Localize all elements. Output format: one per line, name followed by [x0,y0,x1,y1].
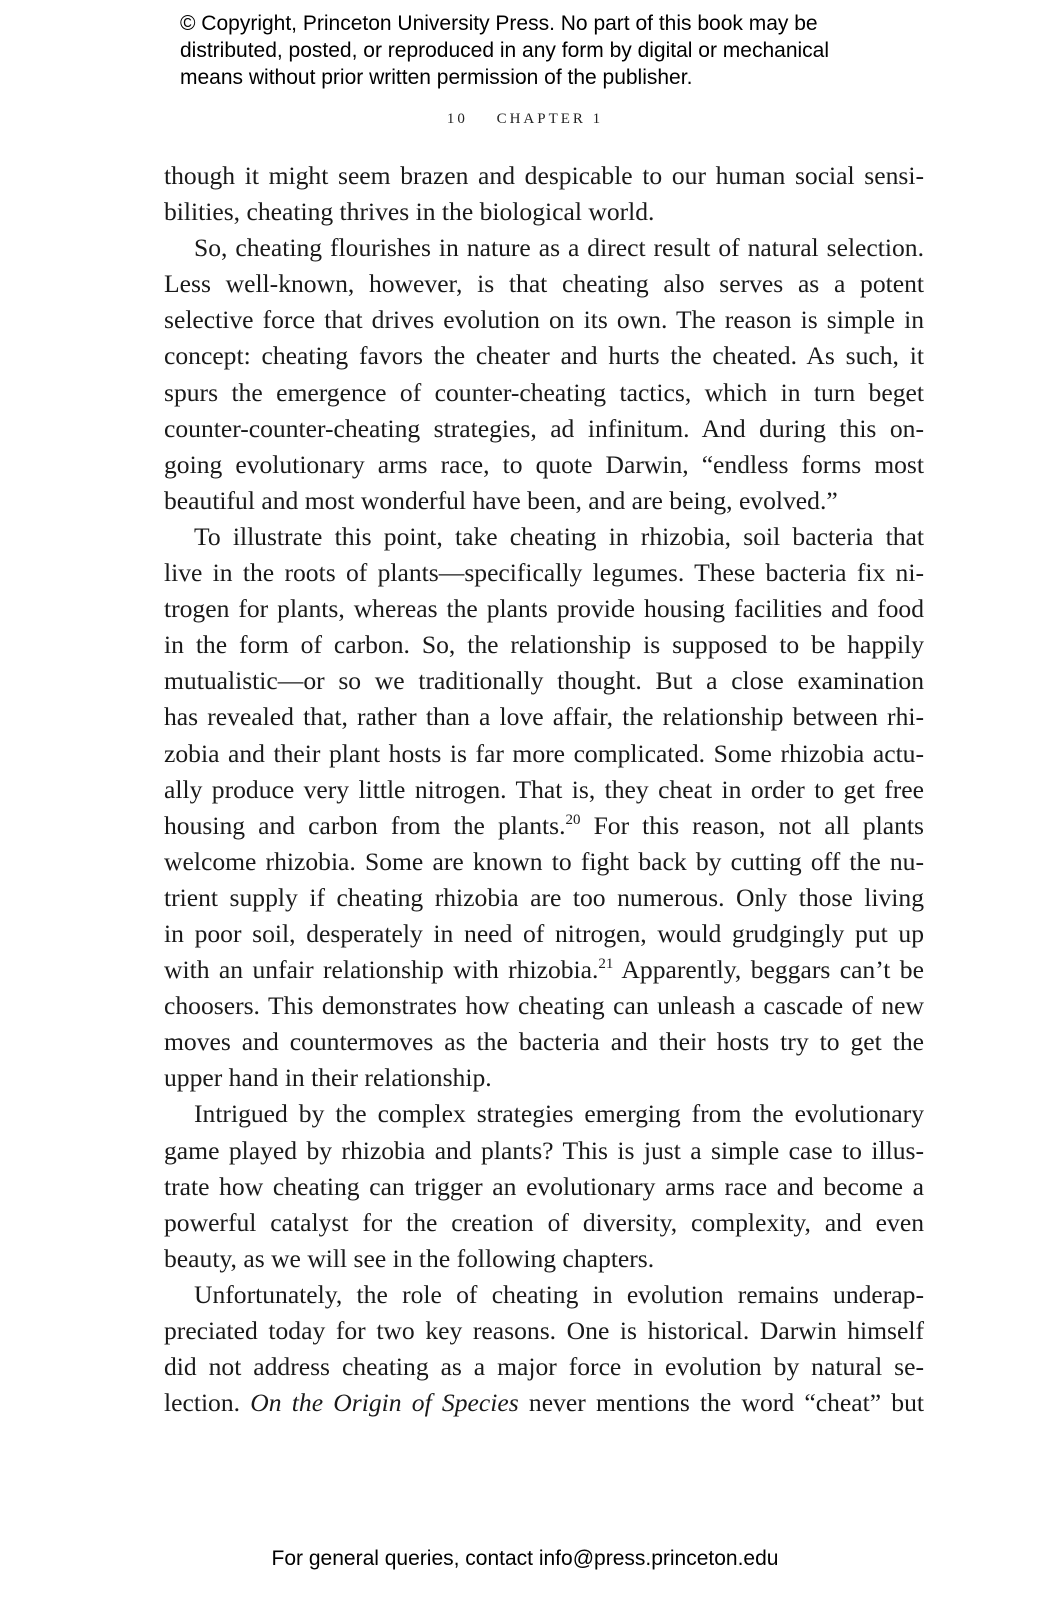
text-line: going evolutionary arms race, to quote Darwin, “endless forms most [164,449,924,479]
running-head [0,111,1050,128]
body-text [164,158,924,1421]
text-line: mutualistic—or so we traditionally thought. But a close examination [164,666,924,696]
text-line: powerful catalyst for the creation of diversity, complexity, and even [164,1207,924,1237]
copyright-line: distributed, posted, or reproduced in any form by digital or mechanical [180,39,830,62]
page-number: 10 [446,111,468,127]
copyright-line: © Copyright, Princeton University Press. No part of this book may be [180,12,818,35]
text-line: welcome rhizobia. Some are known to fight back by cutting off the nu- [164,846,924,876]
text-line: moves and countermoves as the bacteria and their hosts try to get the [164,1027,924,1057]
text-line [164,1385,924,1421]
text-line: game played by rhizobia and plants? This is just a simple case to illus- [164,1135,924,1165]
text-line: Intrigued by the complex strategies emerging from the evolutionary [194,1099,924,1129]
text-line: beautiful and most wonderful have been, and are being, evolved.” [164,485,838,515]
text-line: counter-counter-cheating strategies, ad infinitum. And during this on- [164,413,924,443]
text-line: preciated today for two key reasons. One is historical. Darwin himself [164,1316,924,1345]
copyright-notice [180,10,940,91]
text-line: in the form of carbon. So, the relationship is supposed to be happily [164,630,924,660]
text-line: spurs the emergence of counter-cheating tactics, which in turn beget [164,377,924,407]
text-line: though it might seem brazen and despicable to our human social sensi- [164,161,924,190]
text-segment: lection. [164,1388,241,1418]
text-line: upper hand in their relationship. [164,1063,492,1093]
text-line: choosers. This demonstrates how cheating can unleash a cascade of new [164,991,924,1021]
text-segment: Apparently, beggars can’t be [621,955,924,985]
text-line [164,952,924,988]
text-line: live in the roots of plants—specifically legumes. These bacteria fix ni- [164,558,924,588]
text-line: trate how cheating can trigger an evolutionary arms race and become a [164,1171,924,1201]
chapter-label: CHAPTER 1 [496,111,604,127]
footnote-ref-21: 21 [598,956,614,973]
text-line: beauty, as we will see in the following chapters. [164,1243,655,1273]
text-line: in poor soil, desperately in need of nitrogen, would grudgingly put up [164,918,924,948]
text-line: zobia and their plant hosts is far more complicated. Some rhizobia actu- [164,738,924,768]
text-line: trient supply if cheating rhizobia are too numerous. Only those living [164,882,924,912]
text-segment: with an unfair relationship with rhizobia. [164,955,599,985]
footnote-ref-20: 20 [565,811,581,828]
book-title: On the Origin of Species [250,1388,519,1418]
text-line: trogen for plants, whereas the plants provide housing facilities and food [164,594,924,624]
footer-contact: For general queries, contact info@press.princeton.edu [271,1547,779,1570]
text-line: So, cheating flourishes in nature as a direct result of natural selection. [194,233,924,263]
text-segment: For this reason, not all plants [593,810,925,840]
text-line [164,808,924,844]
text-line: has revealed that, rather than a love affair, the relationship between rhi- [164,702,924,732]
text-segment: never mentions the word “cheat” but [528,1388,924,1418]
text-line: To illustrate this point, take cheating in rhizobia, soil bacteria that [194,521,924,551]
text-line: Less well-known, however, is that cheating also serves as a potent [164,269,924,299]
text-line: selective force that drives evolution on its own. The reason is simple in [164,305,924,335]
text-line: ally produce very little nitrogen. That is, they cheat in order to get free [164,774,924,804]
copyright-line: means without prior written permission of the publisher. [180,66,693,89]
text-line: did not address cheating as a major force in evolution by natural se- [164,1352,924,1382]
text-line: bilities, cheating thrives in the biological world. [164,197,655,227]
text-segment: housing and carbon from the plants. [164,810,566,840]
text-line: Unfortunately, the role of cheating in evolution remains underap- [194,1279,924,1309]
text-line: concept: cheating favors the cheater and hurts the cheated. As such, it [164,341,924,371]
